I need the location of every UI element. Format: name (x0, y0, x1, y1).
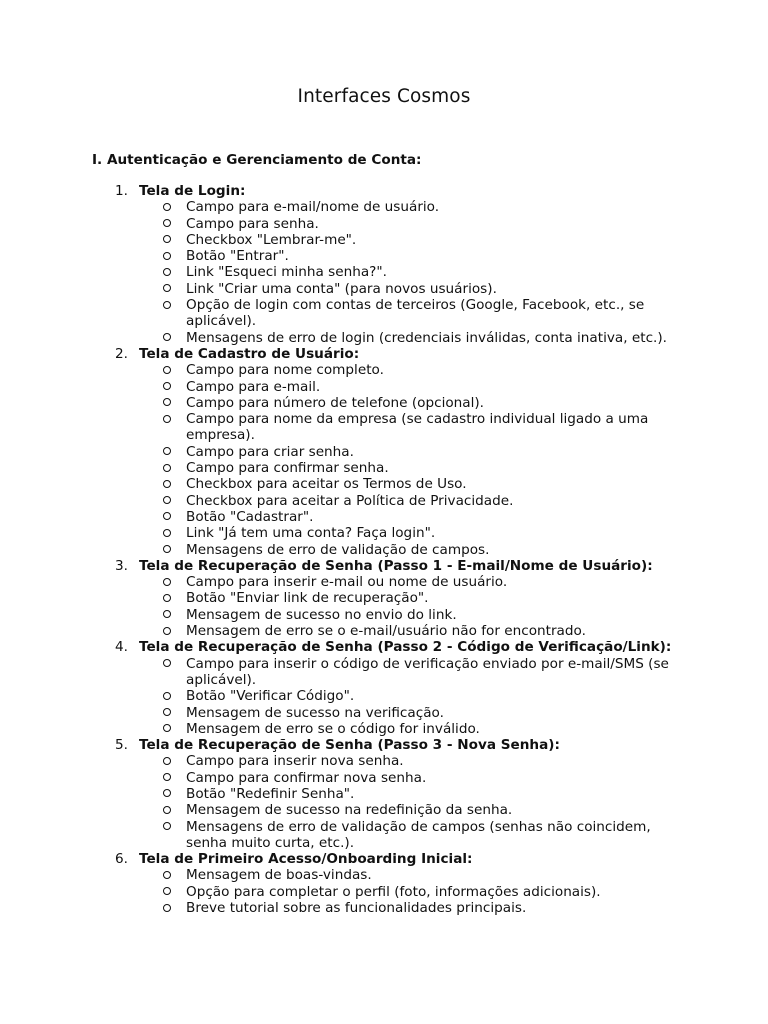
section-heading: I. Autenticação e Gerenciamento de Conta: (92, 152, 422, 168)
circle-bullet-icon (163, 757, 171, 765)
list-item (0, 444, 768, 460)
list-item (0, 216, 768, 232)
list-item-text: Link "Criar uma conta" (para novos usuários). (186, 280, 497, 297)
list-item (0, 297, 768, 330)
circle-bullet-icon (163, 333, 171, 341)
circle-bullet-icon (163, 773, 171, 781)
screen-number: 3. (115, 557, 128, 574)
list-item-text: Botão "Redefinir Senha". (186, 785, 355, 802)
list-item-text: Link "Esqueci minha senha?". (186, 264, 387, 281)
screen-title: Tela de Login: (139, 183, 246, 199)
circle-bullet-icon (163, 627, 171, 635)
screen-items (0, 867, 768, 916)
screen-title: Tela de Recuperação de Senha (Passo 2 - Código de Verificação/Link): (139, 639, 672, 656)
list-item-text: Campo para senha. (186, 215, 319, 232)
screen-heading (0, 346, 768, 362)
circle-bullet-icon (163, 235, 171, 243)
screen-items (0, 574, 768, 639)
screen-number: 6. (115, 851, 128, 868)
screen-section (0, 558, 768, 639)
circle-bullet-icon (163, 692, 171, 700)
circle-bullet-icon (163, 252, 171, 260)
list-item-text: Campo para inserir o código de verificação enviado por e-mail/SMS (se aplicável). (186, 655, 669, 688)
list-item (0, 476, 768, 492)
list-item (0, 525, 768, 541)
circle-bullet-icon (163, 398, 171, 406)
screen-heading (0, 183, 768, 199)
list-item-text: Opção de login com contas de terceiros (Google, Facebook, etc., se aplicável). (186, 297, 645, 330)
screen-heading (0, 851, 768, 867)
list-item-text: Campo para confirmar senha. (186, 460, 389, 477)
circle-bullet-icon (163, 301, 171, 309)
screen-items (0, 199, 768, 346)
list-item-text: Botão "Enviar link de recuperação". (186, 590, 429, 607)
circle-bullet-icon (163, 203, 171, 211)
list-item (0, 705, 768, 721)
list-item-text: Link "Já tem uma conta? Faça login". (186, 525, 436, 542)
circle-bullet-icon (163, 659, 171, 667)
list-item-text: Mensagem de boas-vindas. (186, 867, 372, 884)
screen-title: Tela de Recuperação de Senha (Passo 3 - Nova Senha): (139, 737, 560, 754)
list-item-text: Campo para confirmar nova senha. (186, 769, 427, 786)
screen-section (0, 183, 768, 346)
screen-number: 2. (115, 345, 128, 362)
list-item (0, 721, 768, 737)
circle-bullet-icon (163, 480, 171, 488)
circle-bullet-icon (163, 366, 171, 374)
list-item (0, 493, 768, 509)
list-item (0, 281, 768, 297)
list-item-text: Campo para e-mail/nome de usuário. (186, 199, 440, 216)
list-item-text: Campo para nome completo. (186, 362, 384, 379)
list-item-text: Mensagem de erro se o código for inválido. (186, 720, 480, 737)
list-item (0, 656, 768, 689)
list-item (0, 460, 768, 476)
circle-bullet-icon (163, 496, 171, 504)
screen-number: 4. (115, 639, 128, 656)
screen-title: Tela de Recuperação de Senha (Passo 1 - E-mail/Nome de Usuário): (139, 557, 653, 574)
circle-bullet-icon (163, 594, 171, 602)
list-item-text: Campo para criar senha. (186, 443, 354, 460)
screen-title: Tela de Cadastro de Usuário: (139, 345, 360, 362)
circle-bullet-icon (163, 284, 171, 292)
list-item (0, 884, 768, 900)
list-item (0, 590, 768, 606)
list-item-text: Checkbox para aceitar os Termos de Uso. (186, 476, 467, 493)
list-item-text: Campo para nome da empresa (se cadastro individual ligado a uma empresa). (186, 411, 649, 444)
screen-heading (0, 737, 768, 753)
screen-number: 1. (115, 183, 128, 199)
list-item (0, 770, 768, 786)
list-item (0, 395, 768, 411)
list-item-text: Campo para e-mail. (186, 378, 321, 395)
document-title: Interfaces Cosmos (297, 86, 471, 107)
circle-bullet-icon (163, 871, 171, 879)
list-item-text: Campo para inserir e-mail ou nome de usuário. (186, 574, 508, 591)
list-item (0, 509, 768, 525)
list-item (0, 232, 768, 248)
list-item (0, 362, 768, 378)
list-item-text: Opção para completar o perfil (foto, informações adicionais). (186, 883, 601, 900)
screen-section (0, 639, 768, 737)
circle-bullet-icon (163, 789, 171, 797)
circle-bullet-icon (163, 382, 171, 390)
screen-title: Tela de Primeiro Acesso/Onboarding Inicial: (139, 851, 473, 868)
list-item (0, 867, 768, 883)
screen-number: 5. (115, 737, 128, 754)
list-item-text: Mensagem de erro se o e-mail/usuário não for encontrado. (186, 623, 586, 640)
list-item-text: Botão "Cadastrar". (186, 508, 314, 525)
screen-items (0, 753, 768, 851)
circle-bullet-icon (163, 822, 171, 830)
list-item (0, 411, 768, 444)
list-item (0, 264, 768, 280)
list-item-text: Mensagens de erro de validação de campos (senhas não coincidem, senha muito curta, etc.). (186, 818, 651, 851)
list-item (0, 330, 768, 346)
circle-bullet-icon (163, 545, 171, 553)
circle-bullet-icon (163, 447, 171, 455)
list-item-text: Botão "Entrar". (186, 248, 289, 265)
screen-section (0, 851, 768, 916)
screen-heading (0, 558, 768, 574)
screen-section (0, 346, 768, 558)
circle-bullet-icon (163, 724, 171, 732)
list-item (0, 900, 768, 916)
screen-heading (0, 639, 768, 655)
screen-items (0, 656, 768, 737)
circle-bullet-icon (163, 415, 171, 423)
list-item-text: Breve tutorial sobre as funcionalidades principais. (186, 900, 527, 917)
circle-bullet-icon (163, 529, 171, 537)
circle-bullet-icon (163, 578, 171, 586)
circle-bullet-icon (163, 512, 171, 520)
screen-section (0, 737, 768, 851)
screen-items (0, 362, 768, 558)
list-item (0, 542, 768, 558)
list-item-text: Mensagens de erro de login (credenciais inválidas, conta inativa, etc.). (186, 329, 667, 346)
circle-bullet-icon (163, 219, 171, 227)
list-item (0, 574, 768, 590)
list-item (0, 753, 768, 769)
list-item (0, 786, 768, 802)
screens-list (0, 183, 768, 916)
list-item (0, 819, 768, 852)
list-item-text: Mensagem de sucesso na redefinição da senha. (186, 802, 513, 819)
circle-bullet-icon (163, 610, 171, 618)
circle-bullet-icon (163, 904, 171, 912)
list-item-text: Checkbox "Lembrar-me". (186, 231, 357, 248)
list-item (0, 688, 768, 704)
list-item (0, 607, 768, 623)
circle-bullet-icon (163, 268, 171, 276)
list-item-text: Checkbox para aceitar a Política de Privacidade. (186, 492, 514, 509)
circle-bullet-icon (163, 806, 171, 814)
list-item-text: Mensagem de sucesso no envio do link. (186, 606, 457, 623)
circle-bullet-icon (163, 464, 171, 472)
list-item (0, 248, 768, 264)
list-item-text: Campo para inserir nova senha. (186, 753, 404, 770)
list-item (0, 802, 768, 818)
list-item-text: Botão "Verificar Código". (186, 688, 355, 705)
list-item-text: Mensagens de erro de validação de campos. (186, 541, 490, 558)
circle-bullet-icon (163, 708, 171, 716)
list-item (0, 623, 768, 639)
list-item-text: Mensagem de sucesso na verificação. (186, 704, 444, 721)
list-item (0, 199, 768, 215)
list-item (0, 379, 768, 395)
circle-bullet-icon (163, 887, 171, 895)
list-item-text: Campo para número de telefone (opcional). (186, 394, 485, 411)
